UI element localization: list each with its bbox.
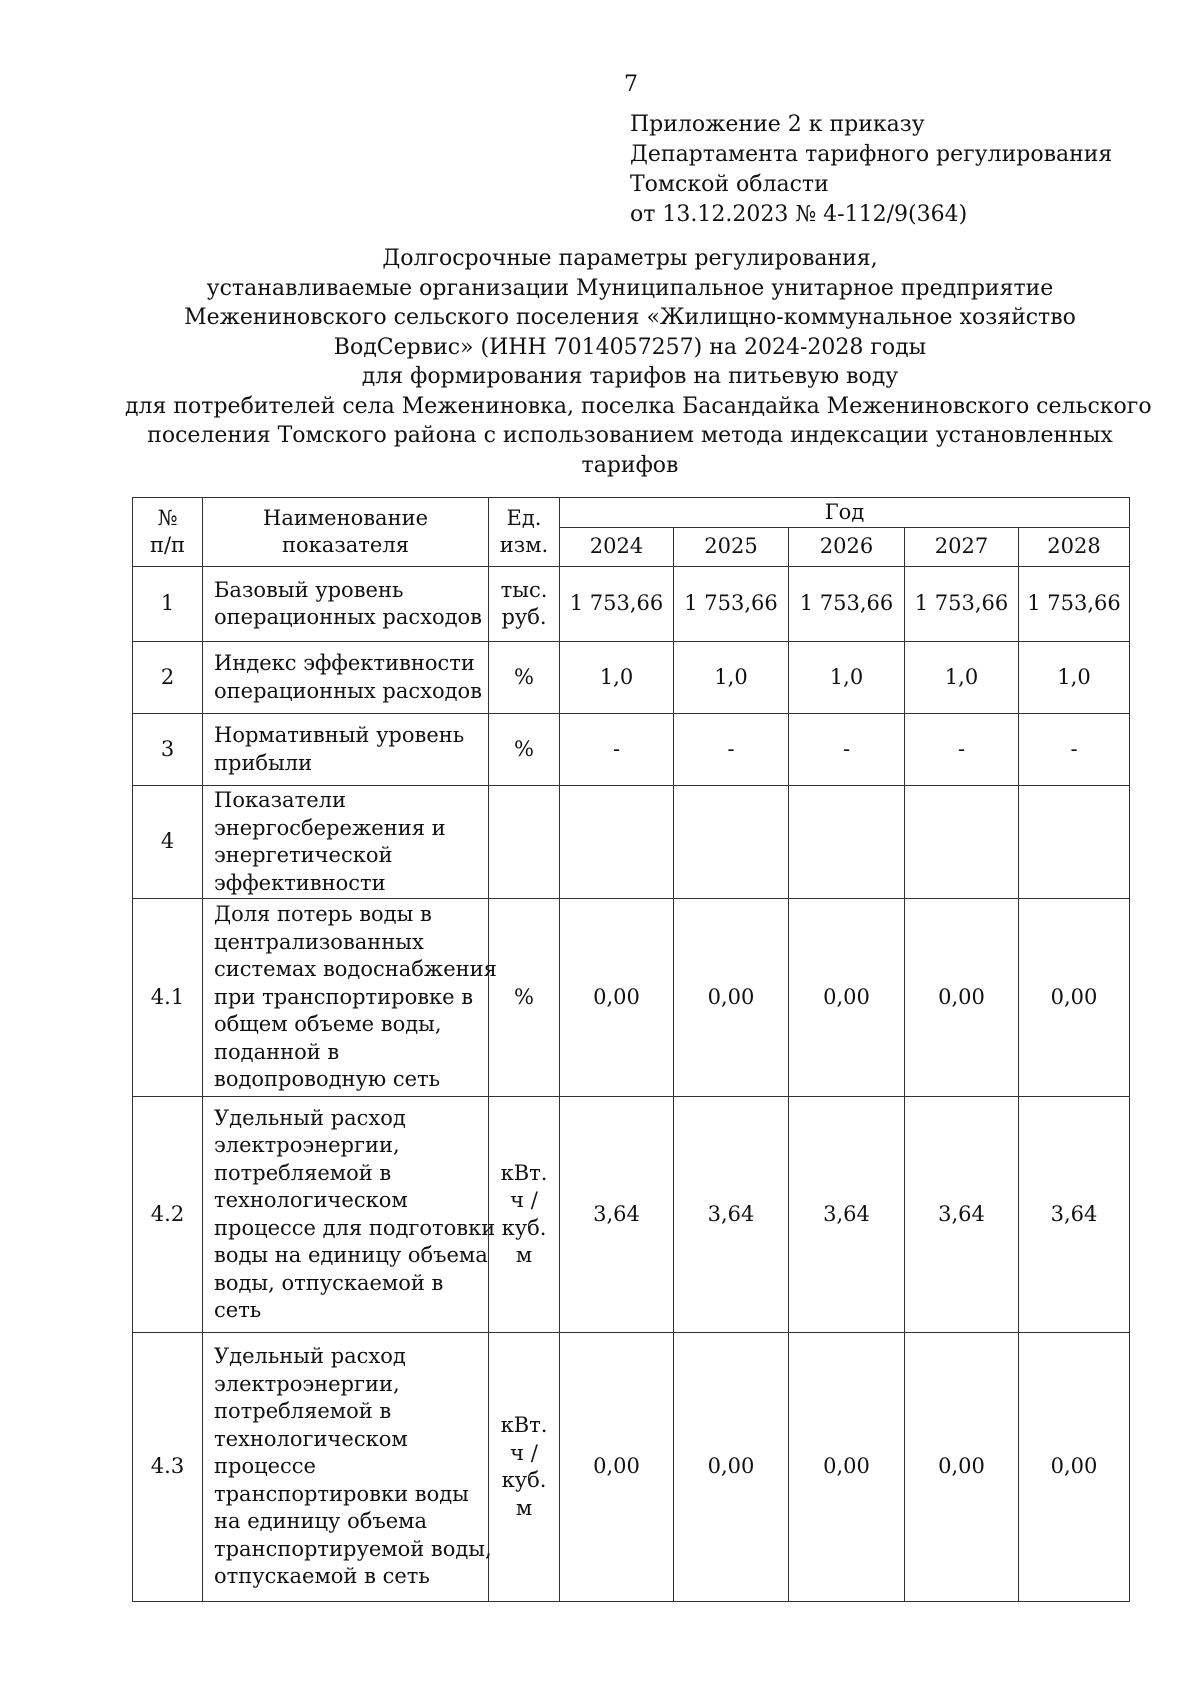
title-line: ВодСервис» (ИНН 7014057257) на 2024-2028 годы bbox=[333, 334, 927, 360]
unit-line: ч / bbox=[510, 1188, 538, 1212]
row-unit bbox=[489, 1097, 560, 1333]
indicator-name-line: водопроводную сеть bbox=[214, 1067, 441, 1092]
unit-line: кВт. bbox=[500, 1413, 548, 1437]
row-value-2027: 1 753,66 bbox=[905, 567, 1019, 642]
row-value-2027: 0,00 bbox=[905, 899, 1019, 1097]
unit-line: куб. bbox=[501, 1215, 547, 1240]
indicator-name-line: на единицу объема bbox=[214, 1509, 428, 1534]
table-header-row bbox=[133, 498, 1130, 528]
row-value-2027: 0,00 bbox=[905, 1333, 1019, 1602]
row-number: 4.1 bbox=[133, 899, 203, 1097]
row-value-2024 bbox=[560, 786, 674, 899]
indicator-name-line: операционных расходов bbox=[214, 678, 483, 703]
title-line: поселения Томского района с использованием метода индексации установленных bbox=[147, 423, 1113, 448]
document-title bbox=[125, 244, 1152, 480]
indicator-name-line: при транспортировке в bbox=[214, 984, 474, 1009]
page-number: 7 bbox=[624, 72, 638, 97]
row-value-2027 bbox=[905, 786, 1019, 899]
indicator-name-line: централизованных bbox=[214, 929, 424, 954]
indicator-name-line: энергосбережения и bbox=[214, 815, 446, 840]
title-line: тарифов bbox=[581, 452, 679, 478]
row-unit bbox=[489, 642, 560, 714]
unit-line: м bbox=[515, 1243, 533, 1267]
indicator-name-line: процессе для подготовки bbox=[214, 1215, 496, 1240]
row-unit bbox=[489, 786, 560, 899]
row-value-2025: 3,64 bbox=[674, 1097, 789, 1333]
indicator-name-line: энергетической bbox=[214, 843, 393, 867]
row-unit bbox=[489, 567, 560, 642]
row-value-2024: 0,00 bbox=[560, 899, 674, 1097]
header-year: 2028 bbox=[1019, 528, 1130, 567]
row-value-2028: 0,00 bbox=[1019, 1333, 1130, 1602]
row-value-2027: 3,64 bbox=[905, 1097, 1019, 1333]
row-value-2024: 1 753,66 bbox=[560, 567, 674, 642]
indicator-name-line: технологическом bbox=[214, 1426, 408, 1451]
indicator-name-line: Удельный расход bbox=[214, 1105, 406, 1130]
parameters-table bbox=[132, 497, 1130, 1602]
unit-line: куб. bbox=[501, 1468, 547, 1492]
row-unit bbox=[489, 714, 560, 786]
row-value-2024: 3,64 bbox=[560, 1097, 674, 1333]
row-number: 4 bbox=[133, 786, 203, 899]
row-value-2024: 1,0 bbox=[560, 642, 674, 714]
unit-line: руб. bbox=[501, 605, 547, 629]
appendix-line: Приложение 2 к приказу bbox=[630, 112, 925, 137]
row-indicator-name bbox=[203, 714, 489, 786]
header-number: № п/п bbox=[133, 498, 203, 567]
indicator-name-line: потребляемой в bbox=[214, 1160, 392, 1185]
table-row bbox=[133, 1097, 1130, 1333]
row-value-2026: - bbox=[789, 714, 905, 786]
indicator-name-line: прибыли bbox=[214, 750, 313, 775]
row-value-2026: 0,00 bbox=[789, 1333, 905, 1602]
indicator-name-line: Показатели bbox=[214, 788, 346, 812]
indicator-name-line: потребляемой в bbox=[214, 1399, 392, 1424]
header-year: 2025 bbox=[674, 528, 789, 567]
row-value-2028: 1,0 bbox=[1019, 642, 1130, 714]
unit-line: ч / bbox=[510, 1440, 538, 1465]
title-line: Межениновского сельского поселения «Жилищно-коммунальное хозяйство bbox=[184, 305, 1076, 330]
indicator-name-line: воды, отпускаемой в bbox=[214, 1270, 444, 1295]
row-value-2025: 0,00 bbox=[674, 899, 789, 1097]
row-value-2026: 0,00 bbox=[789, 899, 905, 1097]
unit-line: % bbox=[514, 736, 534, 761]
header-year: 2027 bbox=[905, 528, 1019, 567]
row-value-2026: 1 753,66 bbox=[789, 567, 905, 642]
indicator-name-line: электроэнергии, bbox=[214, 1133, 400, 1157]
indicator-name-line: Индекс эффективности bbox=[214, 651, 475, 675]
indicator-name-line: электроэнергии, bbox=[214, 1371, 400, 1396]
row-value-2026: 1,0 bbox=[789, 642, 905, 714]
header-year-group: Год bbox=[560, 498, 1130, 528]
row-value-2025: - bbox=[674, 714, 789, 786]
indicator-name-line: поданной в bbox=[214, 1039, 340, 1064]
table-row bbox=[133, 714, 1130, 786]
row-value-2024: - bbox=[560, 714, 674, 786]
table-body bbox=[133, 567, 1130, 1602]
unit-line: % bbox=[514, 664, 534, 689]
table-row bbox=[133, 899, 1130, 1097]
header-year: 2024 bbox=[560, 528, 674, 567]
row-indicator-name bbox=[203, 899, 497, 1097]
indicator-name-line: процессе bbox=[214, 1454, 316, 1479]
row-value-2027: - bbox=[905, 714, 1019, 786]
row-number: 4.2 bbox=[133, 1097, 203, 1333]
title-line: устанавливаемые организации Муниципальное унитарное предприятие bbox=[206, 275, 1054, 301]
indicator-name-line: воды на единицу объема bbox=[214, 1243, 488, 1267]
row-value-2028: 0,00 bbox=[1019, 899, 1130, 1097]
indicator-name-line: технологическом bbox=[214, 1188, 408, 1212]
row-value-2025: 0,00 bbox=[674, 1333, 789, 1602]
row-value-2027: 1,0 bbox=[905, 642, 1019, 714]
row-indicator-name bbox=[203, 567, 489, 642]
row-number: 2 bbox=[133, 642, 203, 714]
row-unit bbox=[489, 899, 560, 1097]
appendix-line: Департамента тарифного регулирования bbox=[630, 142, 1113, 167]
indicator-name-line: общем объеме воды, bbox=[214, 1012, 442, 1037]
indicator-name-line: Нормативный уровень bbox=[214, 723, 465, 747]
row-indicator-name bbox=[203, 1097, 496, 1333]
appendix-reference bbox=[630, 110, 1112, 230]
appendix-line: от 13.12.2023 № 4-112/9(364) bbox=[630, 202, 968, 227]
row-unit bbox=[489, 1333, 560, 1602]
indicator-name-line: системах водоснабжения bbox=[214, 957, 497, 982]
row-value-2026: 3,64 bbox=[789, 1097, 905, 1333]
title-line: для потребителей села Межениновка, поселка Басандайка Межениновского сельского bbox=[125, 393, 1152, 419]
indicator-name-line: отпускаемой в сеть bbox=[214, 1564, 430, 1589]
row-value-2025: 1,0 bbox=[674, 642, 789, 714]
row-value-2028: - bbox=[1019, 714, 1130, 786]
table-row bbox=[133, 567, 1130, 642]
unit-line: кВт. bbox=[500, 1160, 548, 1185]
row-value-2028: 3,64 bbox=[1019, 1097, 1130, 1333]
indicator-name-line: Удельный расход bbox=[214, 1344, 406, 1369]
row-value-2026 bbox=[789, 786, 905, 899]
unit-line: м bbox=[515, 1495, 533, 1520]
row-indicator-name bbox=[203, 642, 489, 714]
row-indicator-name bbox=[203, 1333, 492, 1602]
unit-line: тыс. bbox=[500, 577, 548, 602]
indicator-name-line: эффективности bbox=[214, 870, 386, 895]
indicator-name-line: Доля потерь воды в bbox=[214, 902, 432, 927]
row-value-2024: 0,00 bbox=[560, 1333, 674, 1602]
title-line: Долгосрочные параметры регулирования, bbox=[382, 246, 878, 271]
indicator-name-line: сеть bbox=[214, 1298, 262, 1322]
indicator-name-line: Базовый уровень bbox=[214, 577, 404, 602]
title-line: для формирования тарифов на питьевую воду bbox=[361, 364, 899, 389]
row-value-2028 bbox=[1019, 786, 1130, 899]
row-value-2028: 1 753,66 bbox=[1019, 567, 1130, 642]
indicator-name-line: операционных расходов bbox=[214, 605, 483, 629]
indicator-name-line: транспортировки воды bbox=[214, 1481, 469, 1506]
table-row bbox=[133, 786, 1130, 899]
row-indicator-name bbox=[203, 786, 489, 899]
appendix-line: Томской области bbox=[630, 172, 829, 197]
row-number: 3 bbox=[133, 714, 203, 786]
header-name: Наименование показателя bbox=[203, 498, 489, 567]
table-row bbox=[133, 642, 1130, 714]
row-number: 1 bbox=[133, 567, 203, 642]
row-value-2025: 1 753,66 bbox=[674, 567, 789, 642]
indicator-name-line: транспортируемой воды, bbox=[214, 1536, 492, 1561]
row-number: 4.3 bbox=[133, 1333, 203, 1602]
header-unit: Ед. изм. bbox=[489, 498, 560, 567]
unit-line: % bbox=[514, 984, 534, 1009]
row-value-2025 bbox=[674, 786, 789, 899]
header-year: 2026 bbox=[789, 528, 905, 567]
table-row bbox=[133, 1333, 1130, 1602]
